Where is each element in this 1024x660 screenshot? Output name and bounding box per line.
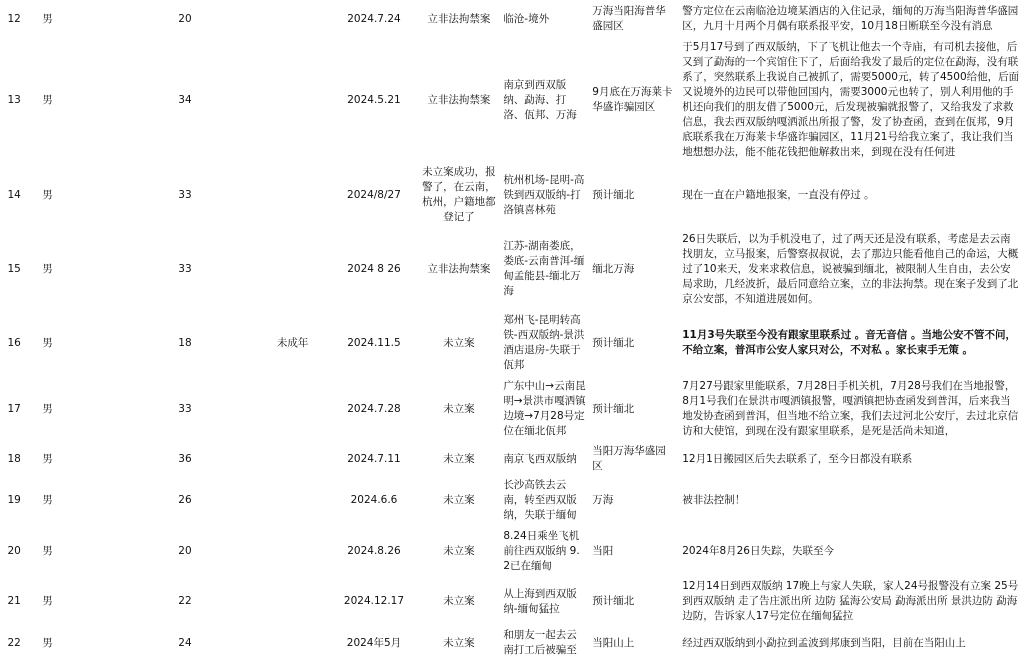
missing-date-cell: 2024.7.28 [347, 402, 401, 415]
case-status-cell: 立非法拘禁案 [427, 93, 491, 106]
case-status-cell: 未立案成功，报警了，在云南，杭州，户籍地都登记了 [422, 166, 496, 223]
route-cell: 和朋友一起去云南打工后被骗至 [503, 629, 577, 656]
age-cell: 20 [178, 544, 192, 557]
table-row [0, 376, 1024, 442]
row-number: 15 [7, 262, 21, 275]
description-cell: 12月14日到西双版纳 17晚上与家人失联，家人24号报警没有立案 25号到西双版纳 走了告庄派出所 边防 猛海公安局 勐海派出所 景洪边防 勐海边防，告诉家人17号定位在缅甸猛拉 [682, 580, 1019, 622]
table-row [0, 626, 1024, 660]
row-number: 16 [7, 336, 21, 349]
gender-cell: 男 [42, 544, 53, 557]
gender-cell: 男 [42, 402, 53, 415]
age-cell: 18 [178, 336, 192, 349]
table-row [0, 442, 1024, 476]
description-cell: 11月3号失联至今没有跟家里联系过 。音无音信 。当地公安不管不问，不给立案，普洱市公安人家只对公，不对私 。家长束手无策 。 [682, 329, 1016, 356]
location-cell: 预计缅北 [592, 336, 635, 349]
age-cell: 26 [178, 494, 192, 506]
location-cell: 当阳 [592, 544, 614, 557]
route-cell: 从上海到西双版纳-缅甸猛拉 [503, 587, 577, 615]
missing-date-cell: 2024 8 26 [347, 262, 401, 275]
location-cell: 当阳万海华盛园区 [592, 445, 666, 472]
row-number: 19 [7, 494, 21, 506]
route-cell: 南京飞西双版纳 [503, 452, 577, 465]
case-status-cell: 未立案 [443, 636, 475, 649]
table-row [0, 228, 1024, 310]
missing-date-cell: 2024.7.11 [347, 452, 401, 465]
case-status-cell: 未立案 [443, 595, 475, 607]
table-row [0, 577, 1024, 626]
missing-date-cell: 2024.11.5 [347, 336, 401, 349]
description-cell: 经过西双版纳到小勐拉到孟波到邦康到当阳，目前在当阳山上 [682, 636, 966, 649]
minor-flag-cell [274, 228, 331, 310]
table-row [0, 476, 1024, 525]
minor-flag-cell [274, 476, 331, 525]
route-cell: 长沙高铁去云南，转至西双版纳，失联于缅甸 [503, 479, 577, 521]
gender-cell: 男 [42, 595, 53, 607]
minor-flag-cell [274, 0, 331, 38]
row-number: 13 [7, 93, 21, 106]
description-cell: 被非法控制！ [682, 494, 746, 506]
description-cell: 26日失联后，以为手机没电了，过了两天还是没有联系，考虑是去云南找朋友，立马报案，后警察叔叔说，去了那边只能看他自己的命运，大概过了10来天，发来求救信息，说被骗到缅北，被限制人生自由，去公安局求助，几经波折，最后同意给立案，立的非法拘禁。现在案子发到了北京公安部，不知道进展如何。 [682, 232, 1019, 305]
age-cell: 24 [178, 636, 192, 649]
table-row [0, 38, 1024, 162]
age-cell: 33 [178, 402, 192, 415]
missing-date-cell: 2024/8/27 [347, 188, 401, 201]
row-number: 18 [7, 452, 21, 465]
table-row [0, 525, 1024, 577]
missing-date-cell: 2024.6.6 [350, 494, 398, 506]
case-status-cell: 未立案 [443, 544, 475, 557]
route-cell: 8.24日乘坐飞机前往西双版纳 9.2已在缅甸 [503, 529, 580, 572]
age-cell: 20 [178, 12, 192, 25]
minor-flag-cell: 未成年 [276, 336, 309, 349]
route-cell: 广东中山→云南昆明→景洪市嘎洒镇边境→7月28号定位在缅北佤邦 [503, 380, 586, 437]
case-status-cell: 立非法拘禁案 [427, 12, 491, 25]
description-cell: 警方定位在云南临沧边境某酒店的入住记录，缅甸的万海当阳海普华盛园区，九月十月两个月偶有联系报平安，10月18日断联至今没有消息 [682, 5, 1019, 32]
row-number: 22 [7, 636, 21, 649]
location-cell: 缅北万海 [592, 262, 635, 275]
age-cell: 22 [178, 595, 192, 607]
minor-flag-cell [274, 38, 331, 162]
row-number: 12 [7, 12, 21, 25]
location-cell: 当阳山上 [592, 636, 635, 649]
gender-cell: 男 [42, 452, 53, 465]
minor-flag-cell [274, 626, 331, 660]
description-cell: 7月27号跟家里能联系，7月28日手机关机，7月28号我们在当地报警，8月1号我们在景洪市嘎洒镇报警，嘎洒镇把协查函发到普洱，后来我当地发协查函到普洱，但当地不给立案，我们去过河北公安厅，去过北京信访和大使馆，到现在没有跟家里联系，是死是活尚未知道， [682, 380, 1019, 437]
location-cell: 万海当阳海普华盛园区 [592, 5, 666, 32]
description-cell: 于5月17号到了西双版纳，下了飞机让他去一个寺庙，有司机去接他，后又到了勐海的一个宾馆住下了，后面给我发了最后的定位在勐海，没有联系了，突然联系上我说自己被抓了，需要5000元，转了4500给他，后面又说境外的边民可以带他回国内，需要3000元也转了，别人利用他的手机还向我们的朋友借了5000元，后发现被骗就报警了，又给我发了求救信息，我去西双版纳嘎洒派出所报了警，发了协查函，查到在佤邦，9月底联系我在万海莱卡华盛诈骗园区，11月21号给我立案了，我让我们当地想想办法，能不能花钱把他解救出来，到现在没有任何进 [682, 41, 1020, 158]
table-row [0, 0, 1024, 38]
location-cell: 预计缅北 [592, 188, 635, 201]
missing-date-cell: 2024.12.17 [343, 595, 405, 607]
gender-cell: 男 [42, 336, 53, 349]
missing-date-cell: 2024年5月 [346, 636, 402, 649]
missing-date-cell: 2024.5.21 [347, 93, 401, 106]
case-status-cell: 未立案 [443, 452, 475, 465]
location-cell: 万海 [592, 494, 614, 506]
age-cell: 33 [178, 188, 192, 201]
description-cell: 12月1日搬园区后失去联系了，至今日都没有联系 [682, 452, 913, 465]
age-cell: 33 [178, 262, 192, 275]
route-cell: 江苏-湖南娄底，娄底-云南普洱-缅甸孟能县-缅北万海 [503, 240, 585, 297]
missing-date-cell: 2024.8.26 [347, 544, 401, 557]
row-number: 14 [7, 188, 21, 201]
route-cell: 南京到西双版纳、勐海、打洛、佤邦、万海 [503, 78, 577, 121]
minor-flag-cell [274, 577, 331, 626]
description-cell: 2024年8月26日失踪，失联至今 [682, 544, 834, 557]
missing-date-cell: 2024.7.24 [347, 12, 401, 25]
case-status-cell: 未立案 [443, 402, 475, 415]
case-status-cell: 未立案 [443, 336, 475, 349]
route-cell: 临沧-境外 [503, 12, 550, 25]
route-cell: 杭州机场-昆明-高铁到西双版纳-打洛镇喜林苑 [503, 173, 585, 216]
row-number: 21 [7, 595, 21, 607]
minor-flag-cell [274, 525, 331, 577]
route-cell: 郑州飞-昆明转高铁-西双版纳-景洪酒店退房-失联于佤邦 [503, 314, 585, 371]
gender-cell: 男 [42, 494, 53, 506]
location-cell: 预计缅北 [592, 402, 635, 415]
row-number: 17 [7, 402, 21, 415]
case-status-cell: 立非法拘禁案 [427, 262, 491, 275]
gender-cell: 男 [42, 12, 53, 25]
table-row [0, 162, 1024, 228]
location-cell: 9月底在万海莱卡华盛诈骗园区 [592, 86, 673, 113]
table-row [0, 310, 1024, 376]
row-number: 20 [7, 544, 21, 557]
gender-cell: 男 [42, 636, 53, 649]
description-cell: 现在一直在户籍地报案，一直没有停过 。 [682, 188, 875, 201]
case-status-cell: 未立案 [443, 494, 475, 506]
gender-cell: 男 [42, 262, 53, 275]
gender-cell: 男 [42, 188, 53, 201]
minor-flag-cell [274, 162, 331, 228]
gender-cell: 男 [42, 93, 53, 106]
location-cell: 预计缅北 [592, 595, 635, 607]
minor-flag-cell [274, 442, 331, 476]
age-cell: 34 [178, 93, 192, 106]
age-cell: 36 [178, 452, 192, 465]
minor-flag-cell [274, 376, 331, 442]
